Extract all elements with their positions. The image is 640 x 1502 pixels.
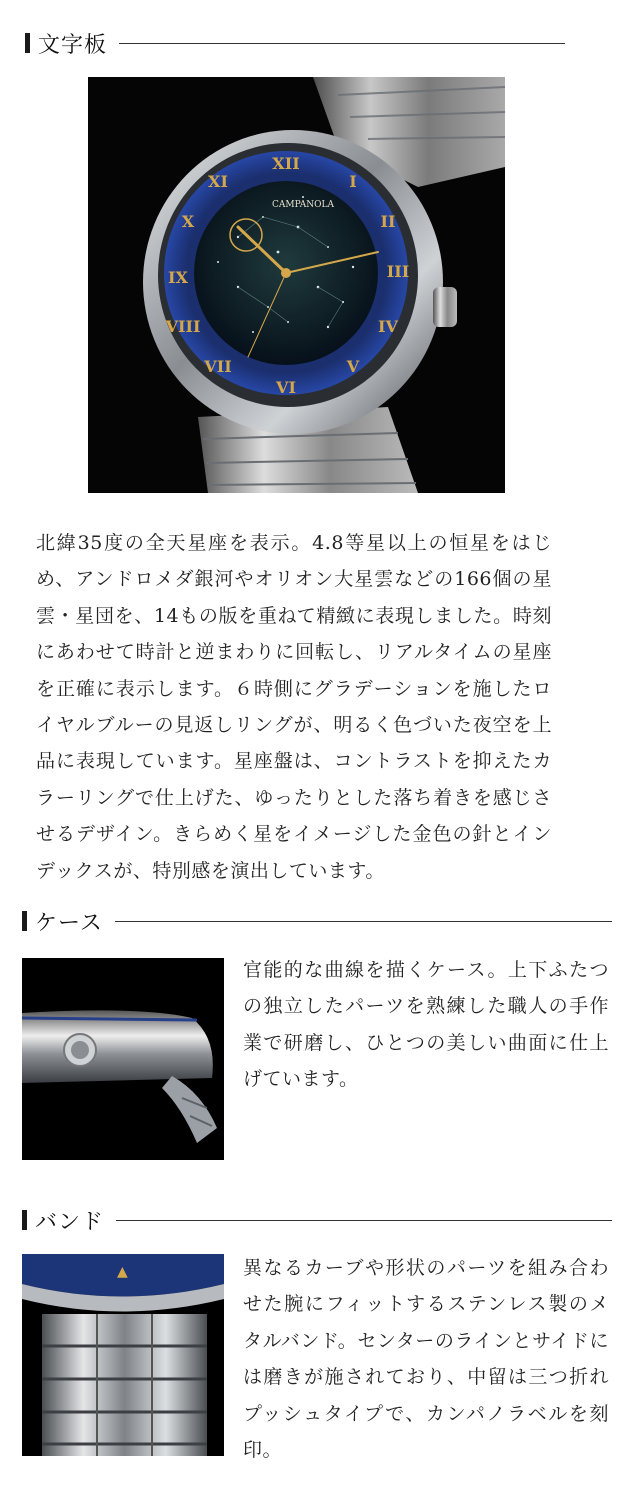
heading-label: 文字板 [38, 32, 108, 58]
case-description: 官能的な曲線を描くケース。上下ふたつの独立したパーツを熟練した職人の手作業で研磨し、ひとつの美しい曲面に仕上げています。 [243, 959, 609, 1091]
svg-text:V: V [346, 357, 360, 376]
dial-brand-text: CAMPANOLA [271, 200, 335, 210]
heading-label: バンド [35, 1209, 105, 1235]
svg-text:X: X [181, 212, 195, 231]
heading-marker [22, 1210, 27, 1230]
case-watch-image [22, 958, 224, 1160]
band-watch-image [22, 1254, 224, 1456]
svg-text:I: I [349, 172, 357, 191]
dial-watch-image [88, 77, 505, 493]
heading-marker [22, 911, 27, 931]
svg-text:XI: XI [208, 172, 228, 191]
svg-text:III: III [386, 262, 410, 281]
svg-text:▲: ▲ [117, 1264, 128, 1280]
section-heading-band [22, 1205, 612, 1235]
section-heading-case [22, 906, 612, 936]
heading-label: ケース [35, 910, 103, 936]
dial-description: 北緯35度の全天星座を表示。4.8等星以上の恒星をはじめ、アンドロメダ銀河やオリオン大星雲などの166個の星雲・星団を、14もの版を重ねて精緻に表現しました。時刻にあわせて時計と逆まわりに回転し、リアルタイムの星座を正確に表示します。６時側にグラデーションを施したロイヤルブルーの見返しリングが、明るく色づいた夜空を上品に表現しています。星座盤は、コントラストを抑えたカラーリングで仕上げた、ゆったりとした落ち着きを感じさせるデザイン。きらめく星をイメージした金色の針とインデックスが、特別感を演出しています。 [36, 532, 552, 882]
svg-text:VIII: VIII [165, 317, 201, 336]
svg-text:IX: IX [168, 268, 188, 287]
heading-rule [116, 1220, 612, 1221]
band-description: 異なるカーブや形状のパーツを組み合わせた腕にフィットするステンレス製のメタルバンド。センターのラインとサイドには磨きが施されており、中留は三つ折れプッシュタイプで、カンパノラベルを刻印。 [243, 1257, 609, 1462]
section-heading-dial [25, 28, 565, 58]
svg-text:II: II [380, 212, 396, 231]
svg-text:VI: VI [276, 378, 296, 397]
heading-marker [25, 33, 30, 53]
svg-text:VII: VII [204, 357, 232, 376]
svg-text:IV: IV [378, 317, 398, 336]
heading-rule [119, 43, 565, 44]
svg-text:XII: XII [272, 154, 300, 173]
heading-rule [115, 921, 612, 922]
